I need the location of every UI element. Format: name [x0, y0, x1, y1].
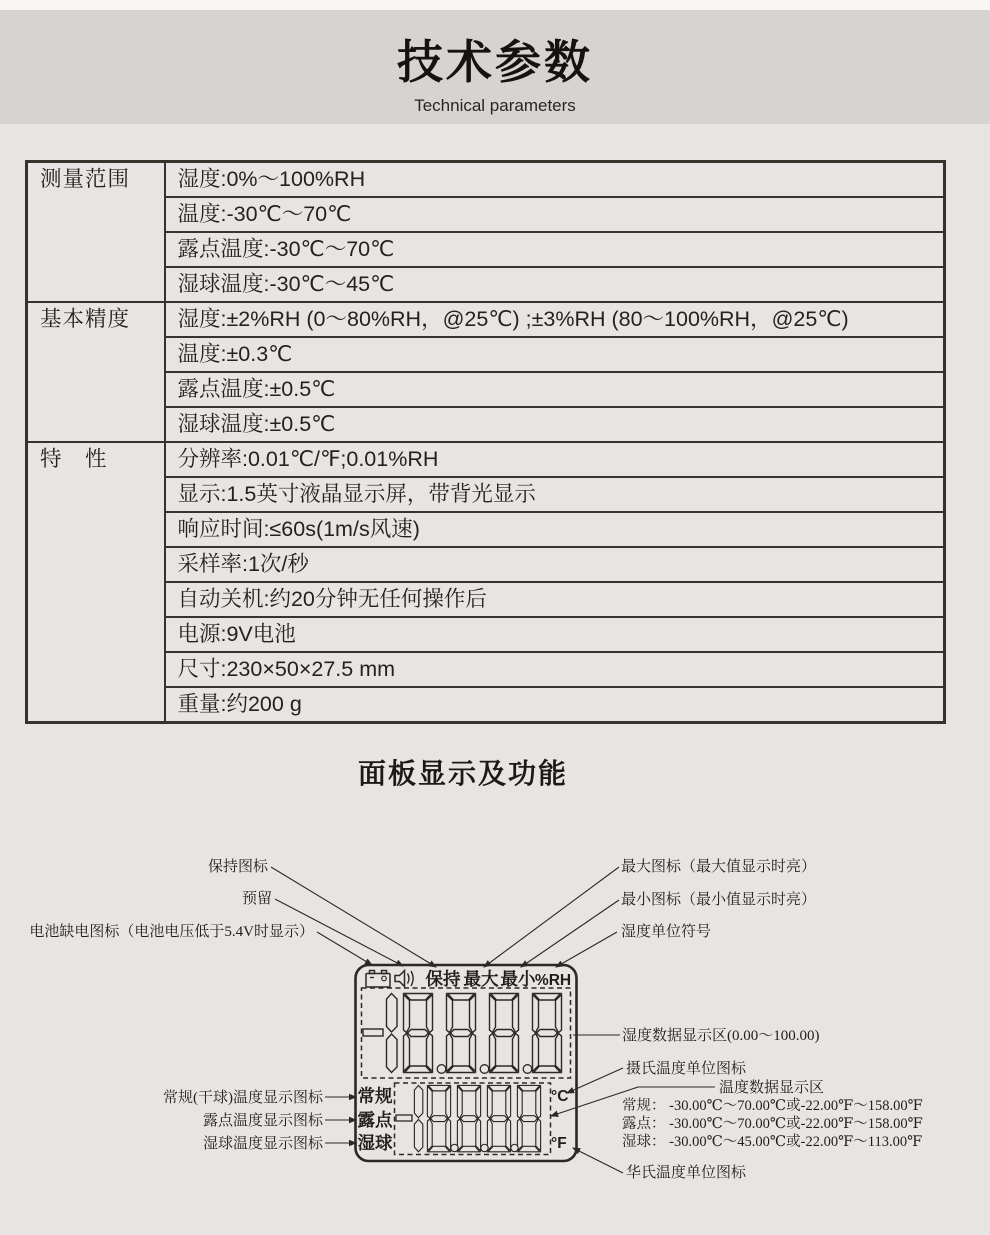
callout-celsius-icon: 摄氏温度单位图标 — [626, 1061, 747, 1077]
page-title: 技术参数 — [397, 36, 593, 88]
table-row — [27, 162, 945, 198]
leader-line — [484, 867, 619, 967]
callout-min-icon: 最小图标（最小值显示时亮） — [621, 892, 817, 908]
callout-range-normal: 常规： -30.00℃～70.00℃或-22.00℉～158.00℉ — [622, 1098, 923, 1114]
temperature-display-area — [395, 1083, 551, 1155]
callout-range-wet: 湿球： -30.00℃～45.00℃或-22.00℉～113.00℉ — [622, 1134, 923, 1150]
callout-reserved: 预留 — [241, 891, 272, 907]
lcd-panel — [356, 965, 577, 1161]
leader-line — [317, 932, 372, 965]
callout-wet-icon: 湿球温度显示图标 — [202, 1136, 323, 1152]
spec-cell: 自动关机:约20分钟无任何操作后 — [165, 582, 945, 617]
table-row — [27, 302, 945, 337]
spec-table-wrap — [25, 160, 946, 724]
spec-cell: 电源:9V电池 — [165, 617, 945, 652]
table-row — [27, 267, 945, 302]
table-row — [27, 582, 945, 617]
callout-normal-icon: 常规(干球)温度显示图标 — [163, 1090, 323, 1106]
callout-low-battery: 电池缺电图标（电池电压低于5.4V时显示） — [29, 924, 314, 940]
top-edge-strip — [0, 0, 990, 10]
row-label-characteristics: 特 性 — [27, 442, 165, 723]
spec-cell: 采样率:1次/秒 — [165, 547, 945, 582]
spec-cell: 露点温度:-30℃～70℃ — [165, 232, 945, 267]
leader-line — [271, 867, 436, 967]
table-row — [27, 232, 945, 267]
table-row — [27, 617, 945, 652]
table-row — [27, 687, 945, 723]
section2-title: 面板显示及功能 — [357, 758, 568, 789]
row-label-measurement-range: 测量范围 — [27, 162, 165, 303]
leader-line — [573, 1148, 623, 1173]
humidity-display-area — [362, 988, 571, 1078]
spec-cell: 显示:1.5英寸液晶显示屏，带背光显示 — [165, 477, 945, 512]
lcd-hold-label: 保持 — [425, 969, 461, 989]
callout-fahrenheit-icon: 华氏温度单位图标 — [626, 1165, 747, 1181]
spec-cell: 湿度:±2%RH (0～80%RH，@25℃) ;±3%RH (80～100%RH，@25℃) — [165, 302, 945, 337]
spec-cell: 湿度:0%～100%RH — [165, 162, 945, 198]
callout-hold-icon: 保持图标 — [207, 859, 268, 875]
spec-cell: 温度:-30℃～70℃ — [165, 197, 945, 232]
leader-line — [521, 900, 619, 967]
spec-cell: 温度:±0.3℃ — [165, 337, 945, 372]
spec-cell: 重量:约200 g — [165, 687, 945, 723]
callout-range-dew: 露点： -30.00℃～70.00℃或-22.00℉～158.00℉ — [622, 1116, 923, 1132]
lcd-fahrenheit-unit: °F — [551, 1135, 567, 1152]
spec-cell: 分辨率:0.01℃/℉;0.01%RH — [165, 442, 945, 477]
panel-diagram — [0, 845, 990, 1235]
row-label-basic-accuracy: 基本精度 — [27, 302, 165, 442]
page-subtitle: Technical parameters — [414, 96, 576, 115]
table-row — [27, 337, 945, 372]
table-row — [27, 512, 945, 547]
spec-cell: 响应时间:≤60s(1m/s风速) — [165, 512, 945, 547]
lcd-celsius-unit: °C — [551, 1088, 569, 1105]
table-row — [27, 442, 945, 477]
speaker-icon — [395, 971, 413, 987]
lcd-max-label: 最大 — [463, 969, 499, 989]
spec-table — [25, 160, 946, 724]
callout-temp-area: 温度数据显示区 — [719, 1080, 825, 1096]
lcd-normal-label: 常规 — [357, 1086, 393, 1106]
table-row — [27, 407, 945, 442]
callout-max-icon: 最大图标（最大值显示时亮） — [621, 859, 817, 875]
table-row — [27, 547, 945, 582]
spec-cell: 尺寸:230×50×27.5 mm — [165, 652, 945, 687]
lcd-dew-label: 露点 — [357, 1110, 393, 1130]
lcd-rh-label: %RH — [534, 972, 572, 989]
spec-cell: 湿球温度:-30℃～45℃ — [165, 267, 945, 302]
title-band — [0, 10, 990, 124]
lcd-wet-label: 湿球 — [357, 1133, 393, 1153]
battery-icon — [366, 971, 390, 988]
callout-humidity-area: 湿度数据显示区(0.00～100.00) — [622, 1028, 820, 1044]
callout-dew-icon: 露点温度显示图标 — [202, 1113, 323, 1129]
table-row — [27, 372, 945, 407]
spec-cell: 湿球温度:±0.5℃ — [165, 407, 945, 442]
table-row — [27, 477, 945, 512]
lcd-min-label: 最小 — [500, 969, 536, 989]
spec-cell: 露点温度:±0.5℃ — [165, 372, 945, 407]
table-row — [27, 197, 945, 232]
table-row — [27, 652, 945, 687]
callout-humidity-unit: 湿度单位符号 — [621, 924, 712, 940]
